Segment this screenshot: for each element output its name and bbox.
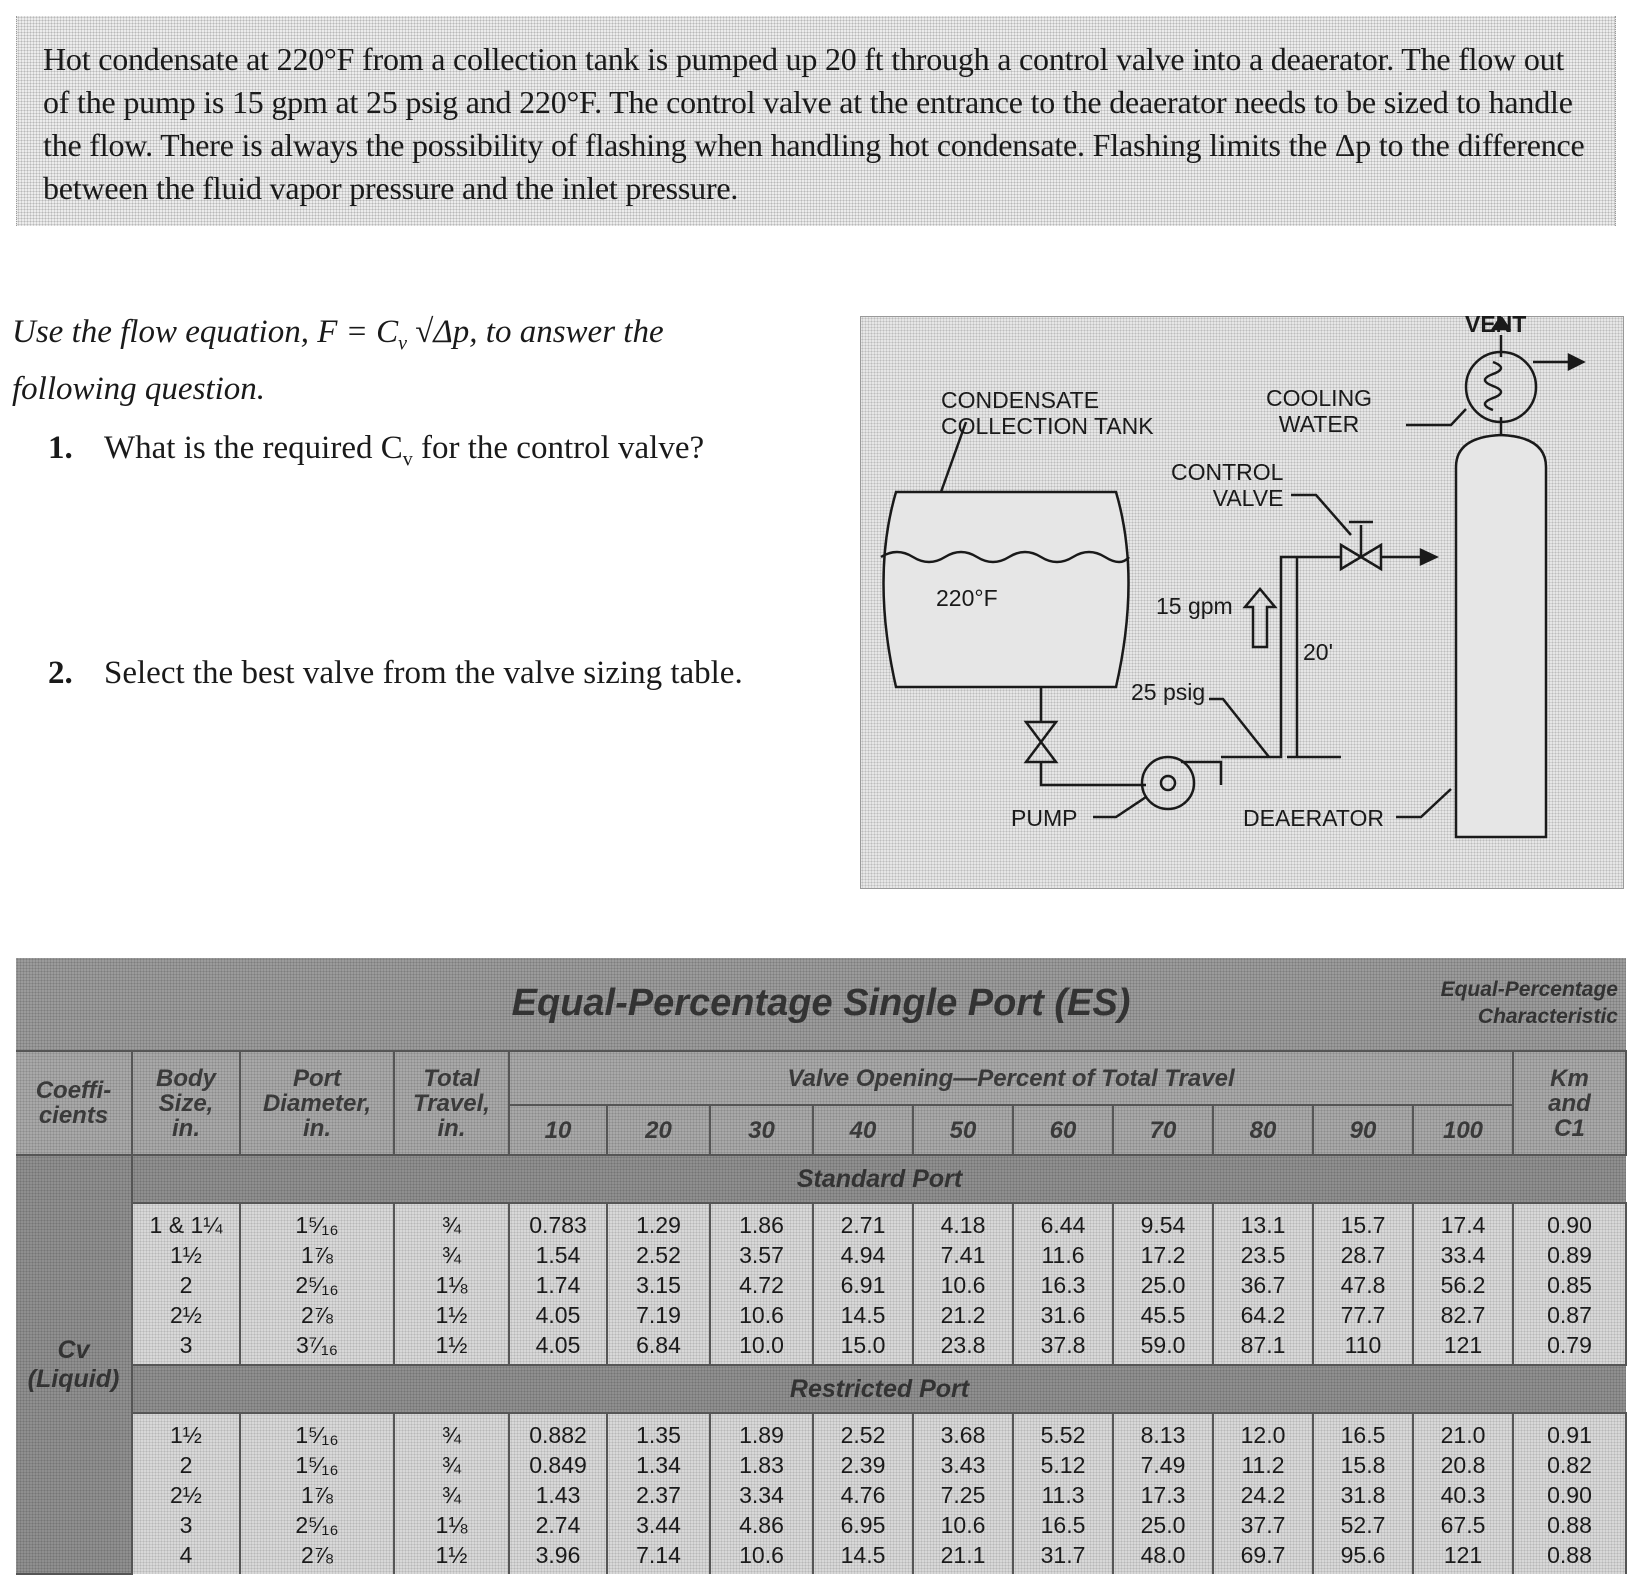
table-cell: 2½ <box>170 1482 202 1508</box>
header-port-diameter: Port Diameter, in. <box>240 1051 394 1155</box>
cv-column-30 <box>710 1203 813 1365</box>
percent-header: 10 <box>509 1105 607 1155</box>
cv-value: 14.5 <box>840 1542 886 1568</box>
table-cell: 2½ <box>170 1302 202 1328</box>
question-1 <box>48 430 704 472</box>
km-column <box>1513 1413 1626 1574</box>
table-cell: 3 <box>179 1332 193 1358</box>
cv-value: 6.44 <box>1040 1212 1086 1238</box>
km-value: 0.90 <box>1547 1482 1592 1508</box>
cv-value: 17.2 <box>1140 1242 1186 1268</box>
cv-value: 6.84 <box>636 1332 681 1358</box>
body-size-column <box>132 1203 240 1365</box>
table-cell: ¾ <box>441 1482 462 1508</box>
cv-column-40 <box>813 1203 913 1365</box>
cv-column-10 <box>509 1203 607 1365</box>
cv-column-20 <box>607 1203 710 1365</box>
km-value: 0.88 <box>1547 1542 1592 1568</box>
question-2 <box>48 655 743 692</box>
cv-value: 21.1 <box>940 1542 986 1568</box>
cv-value: 110 <box>1344 1332 1382 1358</box>
cv-value: 10.6 <box>940 1272 986 1298</box>
cv-value: 9.54 <box>1140 1212 1186 1238</box>
total-travel-column <box>394 1413 509 1574</box>
table-title: Equal-Percentage Single Port (ES) <box>511 982 1131 1024</box>
km-value: 0.90 <box>1547 1212 1592 1238</box>
table-cell: ¾ <box>441 1452 462 1478</box>
cv-value: 21.2 <box>940 1302 986 1328</box>
cv-value: 36.7 <box>1240 1272 1286 1298</box>
table-cell: 1½ <box>170 1422 202 1448</box>
cv-value: 3.15 <box>636 1272 681 1298</box>
cv-value: 21.0 <box>1440 1422 1486 1448</box>
cv-value: 2.74 <box>535 1512 581 1538</box>
total-travel-column <box>394 1203 509 1365</box>
cv-value: 4.18 <box>940 1212 986 1238</box>
cv-column-100 <box>1413 1413 1513 1574</box>
cv-value: 87.1 <box>1240 1332 1286 1358</box>
table-cell: 1½ <box>170 1242 202 1268</box>
table-cell: ¾ <box>441 1422 462 1448</box>
prompt-line1: Use the flow equation, F = C <box>12 314 399 350</box>
drain-valve <box>1026 722 1056 762</box>
table-characteristic: Equal-Percentage Characteristic <box>1440 978 1618 1028</box>
flow-equation-prompt <box>12 310 792 412</box>
cv-value: 64.2 <box>1240 1302 1286 1328</box>
cv-value: 95.6 <box>1340 1542 1386 1568</box>
cv-value: 17.3 <box>1140 1482 1186 1508</box>
cv-value: 3.44 <box>636 1512 681 1538</box>
cv-value: 15.0 <box>840 1332 886 1358</box>
cv-value: 48.0 <box>1140 1542 1186 1568</box>
cv-value: 10.0 <box>739 1332 784 1358</box>
cv-value: 52.7 <box>1340 1512 1386 1538</box>
cv-value: 121 <box>1443 1332 1483 1358</box>
cv-value: 15.8 <box>1340 1452 1386 1478</box>
cv-value: 12.0 <box>1240 1422 1286 1448</box>
cv-value: 5.52 <box>1040 1422 1086 1448</box>
cv-value: 1.43 <box>535 1482 581 1508</box>
coefficient-label: Cv (Liquid) <box>16 1155 132 1574</box>
cv-value: 16.5 <box>1340 1422 1386 1448</box>
km-value: 0.79 <box>1547 1332 1592 1358</box>
cv-value: 17.4 <box>1440 1212 1486 1238</box>
percent-header: 50 <box>913 1105 1013 1155</box>
cv-value: 7.25 <box>940 1482 986 1508</box>
cv-value: 31.7 <box>1040 1542 1086 1568</box>
cv-column-40 <box>813 1413 913 1574</box>
table-cell: 2⁵⁄₁₆ <box>295 1512 339 1538</box>
cv-value: 11.3 <box>1041 1482 1085 1508</box>
section-title: Standard Port <box>132 1155 1626 1203</box>
cv-value: 2.39 <box>840 1452 886 1478</box>
cv-value: 2.52 <box>636 1242 681 1268</box>
cv-value: 13.1 <box>1240 1212 1286 1238</box>
percent-header: 30 <box>710 1105 813 1155</box>
section-row <box>16 1365 1626 1413</box>
cv-column-60 <box>1013 1413 1113 1574</box>
table-cell: 2⁵⁄₁₆ <box>295 1272 339 1298</box>
cv-column-30 <box>710 1413 813 1574</box>
table-cell: 2 <box>179 1452 193 1478</box>
cv-value: 15.7 <box>1340 1212 1386 1238</box>
table-cell: 3 <box>179 1512 193 1538</box>
port-diameter-column <box>240 1413 394 1574</box>
tank-temperature: 220°F <box>936 585 998 611</box>
problem-statement-box <box>16 16 1616 226</box>
cv-value: 4.76 <box>840 1482 886 1508</box>
section-data-row <box>16 1203 1626 1365</box>
question-1-text-b: for the control valve? <box>412 430 705 466</box>
cv-value: 121 <box>1443 1542 1483 1568</box>
cv-value: 45.5 <box>1140 1302 1186 1328</box>
cv-value: 7.41 <box>940 1242 986 1268</box>
cv-value: 3.43 <box>940 1452 986 1478</box>
table-cell: 2⅞ <box>301 1302 333 1328</box>
cv-value: 10.6 <box>739 1302 784 1328</box>
percent-header: 90 <box>1313 1105 1413 1155</box>
cv-value: 16.3 <box>1040 1272 1086 1298</box>
valve-sizing-table <box>16 958 1626 1578</box>
table-cell: 1⁵⁄₁₆ <box>295 1452 339 1478</box>
cv-value: 10.6 <box>940 1512 986 1538</box>
question-1-number: 1. <box>48 430 73 466</box>
cooling-water-label: COOLING WATER <box>1266 385 1373 437</box>
km-value: 0.89 <box>1547 1242 1592 1268</box>
section-title: Restricted Port <box>132 1365 1626 1413</box>
cv-value: 0.882 <box>529 1422 587 1448</box>
cv-value: 37.7 <box>1240 1512 1286 1538</box>
cv-value: 23.5 <box>1240 1242 1286 1268</box>
cv-value: 25.0 <box>1140 1272 1186 1298</box>
cv-value: 4.05 <box>535 1302 581 1328</box>
cv-column-100 <box>1413 1203 1513 1365</box>
deaerator-label: DEAERATOR <box>1243 805 1385 831</box>
cv-value: 24.2 <box>1240 1482 1286 1508</box>
km-value: 0.82 <box>1547 1452 1592 1478</box>
percent-header: 80 <box>1213 1105 1313 1155</box>
percent-header: 40 <box>813 1105 913 1155</box>
cv-value: 59.0 <box>1140 1332 1186 1358</box>
percent-header: 70 <box>1113 1105 1213 1155</box>
cv-value: 40.3 <box>1440 1482 1486 1508</box>
cv-value: 5.12 <box>1040 1452 1086 1478</box>
cv-value: 1.35 <box>636 1422 681 1448</box>
cv-column-80 <box>1213 1413 1313 1574</box>
cv-value: 2.52 <box>840 1422 886 1448</box>
cv-value: 25.0 <box>1140 1512 1186 1538</box>
km-value: 0.91 <box>1547 1422 1592 1448</box>
cv-value: 69.7 <box>1240 1542 1286 1568</box>
percent-header: 20 <box>607 1105 710 1155</box>
table-cell: 1⁵⁄₁₆ <box>295 1422 339 1448</box>
cv-value: 0.849 <box>529 1452 587 1478</box>
header-total-travel: Total Travel, in. <box>394 1051 509 1155</box>
cv-value: 2.71 <box>840 1212 886 1238</box>
km-value: 0.85 <box>1547 1272 1592 1298</box>
cv-value: 4.94 <box>840 1242 886 1268</box>
cv-value: 3.57 <box>739 1242 784 1268</box>
km-column <box>1513 1203 1626 1365</box>
km-value: 0.87 <box>1547 1302 1592 1328</box>
cv-value: 3.34 <box>739 1482 784 1508</box>
cv-column-80 <box>1213 1203 1313 1365</box>
cv-value: 16.5 <box>1040 1512 1086 1538</box>
section-data-row <box>16 1413 1626 1574</box>
cv-value: 33.4 <box>1440 1242 1486 1268</box>
cv-value: 11.2 <box>1241 1452 1285 1478</box>
cv-value: 6.95 <box>840 1512 886 1538</box>
percent-header: 60 <box>1013 1105 1113 1155</box>
header-body-size: Body Size, in. <box>132 1051 240 1155</box>
cv-value: 67.5 <box>1440 1512 1486 1538</box>
cv-value: 7.49 <box>1140 1452 1186 1478</box>
cv-value: 37.8 <box>1040 1332 1086 1358</box>
cv-value: 82.7 <box>1440 1302 1486 1328</box>
deaerator <box>1456 435 1546 837</box>
control-valve-label: CONTROL VALVE <box>1171 459 1284 511</box>
cv-value: 2.37 <box>636 1482 681 1508</box>
cv-column-70 <box>1113 1413 1213 1574</box>
cv-value: 1.86 <box>739 1212 784 1238</box>
cv-value: 4.86 <box>739 1512 784 1538</box>
cv-value: 1.29 <box>636 1212 681 1238</box>
cv-value: 23.8 <box>940 1332 986 1358</box>
cv-value: 1.54 <box>535 1242 581 1268</box>
table-cell: 1⅞ <box>301 1242 333 1268</box>
collection-tank <box>884 492 1129 687</box>
vent-label: VENT <box>1465 311 1527 337</box>
cv-value: 77.7 <box>1340 1302 1386 1328</box>
cv-value: 11.6 <box>1041 1242 1085 1268</box>
table-cell: 1 & 1¼ <box>149 1212 223 1238</box>
cv-value: 20.8 <box>1440 1452 1486 1478</box>
table-cell: ¾ <box>441 1242 462 1268</box>
cv-column-20 <box>607 1413 710 1574</box>
cv-column-70 <box>1113 1203 1213 1365</box>
header-km-c1: Km and C1 <box>1513 1051 1626 1155</box>
table-cell: 3⁷⁄₁₆ <box>296 1332 338 1358</box>
table-cell: 2⅞ <box>301 1542 333 1568</box>
table-cell: 1½ <box>435 1542 468 1568</box>
header-valve-opening: Valve Opening—Percent of Total Travel <box>509 1051 1513 1105</box>
question-2-number: 2. <box>48 655 73 691</box>
table-cell: 1⁵⁄₁₆ <box>295 1212 339 1238</box>
question-1-sub: v <box>402 448 413 471</box>
cv-value: 6.91 <box>840 1272 886 1298</box>
flow-rate-label: 15 gpm <box>1156 593 1233 619</box>
vent-condenser <box>1466 352 1536 422</box>
pressure-label: 25 psig <box>1131 679 1206 705</box>
header-coefficients: Coeffi- cients <box>16 1051 132 1155</box>
pump-label: PUMP <box>1011 805 1078 831</box>
table-cell: 1⅛ <box>435 1512 468 1538</box>
problem-statement-text: Hot condensate at 220°F from a collection tank is pumped up 20 ft through a control valve into a deaerator. The flow out of the pump is 15 gpm at 25 psig and 220°F. The control valve at the entrance to the deaerator needs to be sized to handle the flow. There is always the possibility of flashing when handling hot condensate. Flashing limits the Δp to the difference between the fluid vapor pressure and the inlet pressure. <box>43 41 1585 206</box>
cv-value: 10.6 <box>739 1542 784 1568</box>
cv-column-90 <box>1313 1203 1413 1365</box>
port-diameter-column <box>240 1203 394 1365</box>
cv-column-90 <box>1313 1413 1413 1574</box>
table-cell: ¾ <box>441 1212 462 1238</box>
cv-value: 4.72 <box>739 1272 784 1298</box>
table-cell: 1⅛ <box>435 1272 468 1298</box>
cv-value: 28.7 <box>1340 1242 1386 1268</box>
cv-value: 1.74 <box>535 1272 581 1298</box>
cv-value: 1.83 <box>739 1452 784 1478</box>
cv-value: 8.13 <box>1140 1422 1186 1448</box>
question-1-text-a: What is the required C <box>104 430 403 466</box>
question-2-text: Select the best valve from the valve sizing table. <box>104 655 743 691</box>
prompt-line2: following question. <box>12 370 266 407</box>
tank-label: CONDENSATE COLLECTION TANK <box>941 387 1154 439</box>
cv-column-50 <box>913 1413 1013 1574</box>
cv-value: 7.14 <box>636 1542 681 1568</box>
table-cell: 4 <box>179 1542 193 1568</box>
cv-value: 31.8 <box>1340 1482 1386 1508</box>
percent-header: 100 <box>1413 1105 1513 1155</box>
cv-column-60 <box>1013 1203 1113 1365</box>
table-cell: 2 <box>179 1272 193 1298</box>
cv-value: 47.8 <box>1340 1272 1386 1298</box>
km-value: 0.88 <box>1547 1512 1592 1538</box>
pump <box>1142 757 1194 809</box>
cv-column-50 <box>913 1203 1013 1365</box>
process-diagram <box>860 311 1624 889</box>
prompt-sub: v <box>398 332 408 355</box>
cv-value: 4.05 <box>535 1332 581 1358</box>
cv-value: 3.68 <box>940 1422 986 1448</box>
section-row <box>16 1155 1626 1203</box>
cv-value: 0.783 <box>529 1212 587 1238</box>
cv-value: 14.5 <box>840 1302 886 1328</box>
table-cell: 1⅞ <box>301 1482 333 1508</box>
table-cell: 1½ <box>435 1332 468 1358</box>
body-size-column <box>132 1413 240 1574</box>
cv-value: 31.6 <box>1040 1302 1086 1328</box>
cv-column-10 <box>509 1413 607 1574</box>
cv-value: 1.89 <box>739 1422 784 1448</box>
table-cell: 1½ <box>435 1302 468 1328</box>
cv-value: 1.34 <box>636 1452 681 1478</box>
height-label: 20' <box>1303 639 1333 665</box>
cv-value: 3.96 <box>535 1542 581 1568</box>
prompt-line1b: √Δp, to answer the <box>407 314 664 350</box>
cv-value: 7.19 <box>636 1302 681 1328</box>
cv-value: 56.2 <box>1440 1272 1486 1298</box>
